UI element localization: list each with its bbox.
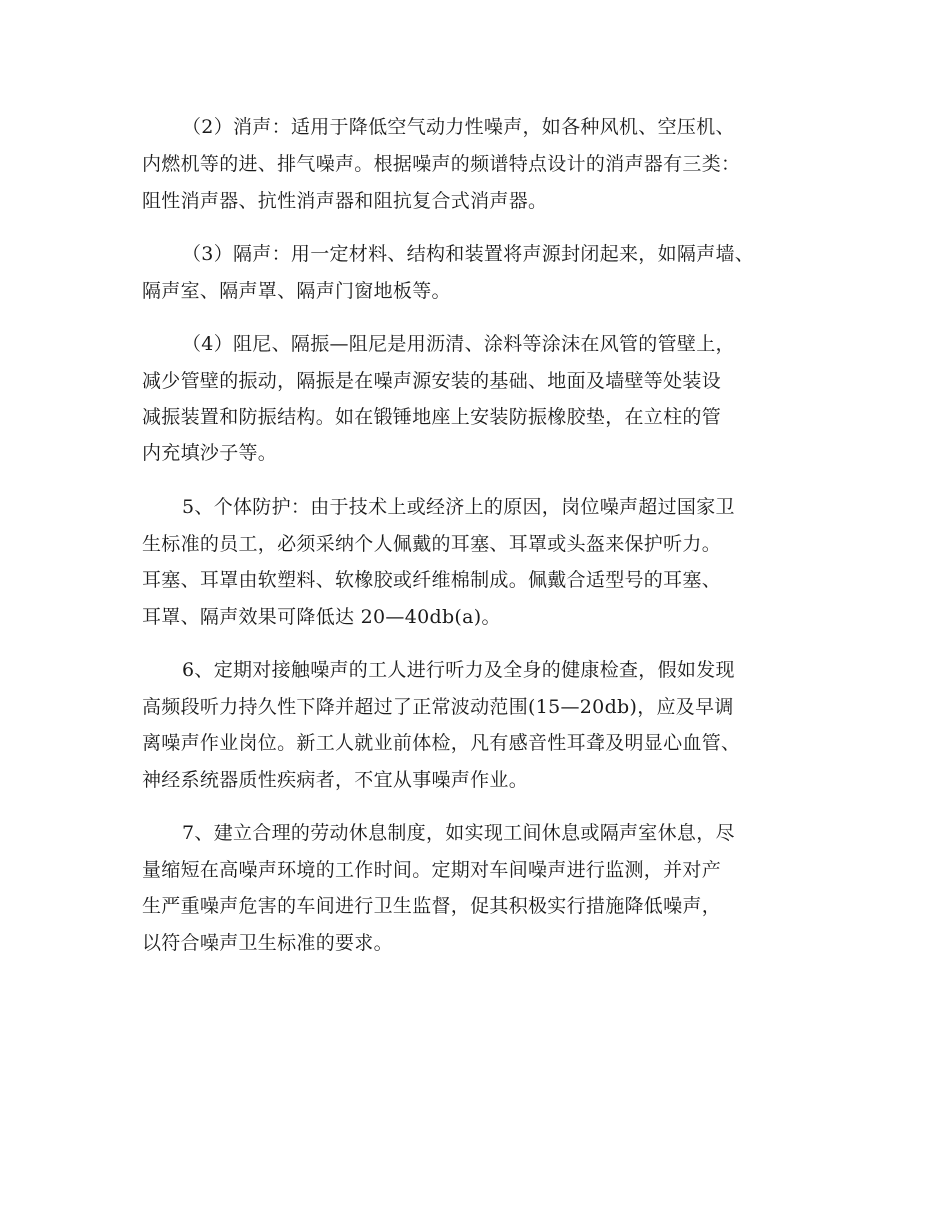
text-line: 内燃机等的进、排气噪声。根据噪声的频谱特点设计的消声器有三类：	[142, 153, 741, 175]
text-line: （3）隔声：用一定材料、结构和装置将声源封闭起来，如隔声墙、	[182, 243, 755, 265]
text-line: 高频段听力持久性下降并超过了正常波动范围(15—20db)，应及早调	[142, 696, 734, 718]
text-line: 6、定期对接触噪声的工人进行听力及全身的健康检查，假如发现	[182, 659, 735, 681]
text-line: 生严重噪声危害的车间进行卫生监督，促其积极实行措施降低噪声，	[142, 895, 722, 917]
text-line: 量缩短在高噪声环境的工作时间。定期对车间噪声进行监测，并对产	[142, 859, 722, 881]
text-line: 7、建立合理的劳动休息制度，如实现工间休息或隔声室休息，尽	[182, 822, 735, 844]
text-line: （4）阻尼、隔振—阻尼是用沥清、涂料等涂沫在风管的管壁上，	[182, 333, 735, 355]
text-line: 神经系统器质性疾病者，不宜从事噪声作业。	[142, 769, 529, 791]
text-line: 减少管壁的振动，隔振是在噪声源安装的基础、地面及墙壁等处装设	[142, 370, 722, 392]
text-line: 生标准的员工，必须采纳个人佩戴的耳塞、耳罩或头盔来保护听力。	[142, 533, 722, 555]
text-line: 以符合噪声卫生标准的要求。	[142, 932, 393, 954]
text-line: 减振装置和防振结构。如在锻锤地座上安装防振橡胶垫，在立柱的管	[142, 406, 722, 428]
text-line: 隔声室、隔声罩、隔声门窗地板等。	[142, 280, 451, 302]
text-line: 离噪声作业岗位。新工人就业前体检，凡有感音性耳聋及明显心血管、	[142, 732, 741, 754]
text-line: 耳罩、隔声效果可降低达 20—40db(a)。	[142, 606, 501, 628]
text-line: （2）消声：适用于降低空气动力性噪声，如各种风机、空压机、	[182, 116, 735, 138]
text-line: 阻性消声器、抗性消声器和阻抗复合式消声器。	[142, 190, 548, 212]
text-line: 5、个体防护：由于技术上或经济上的原因，岗位噪声超过国家卫	[182, 496, 735, 518]
text-line: 内充填沙子等。	[142, 442, 278, 464]
text-line: 耳塞、耳罩由软塑料、软橡胶或纤维棉制成。佩戴合适型号的耳塞、	[142, 569, 722, 591]
